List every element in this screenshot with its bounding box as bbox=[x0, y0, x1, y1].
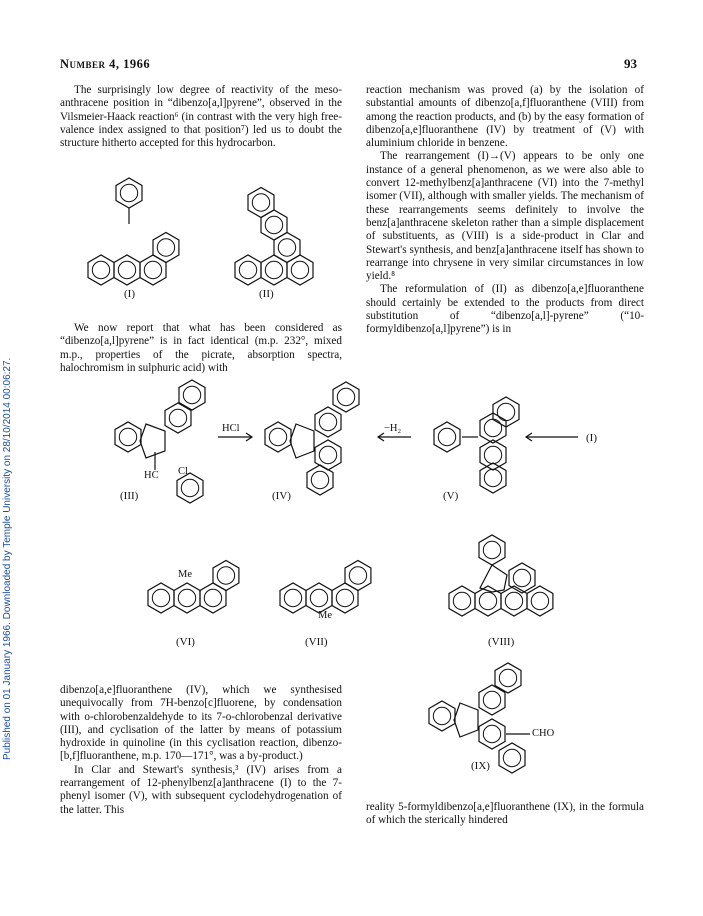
aromatic-circle bbox=[531, 592, 548, 609]
aromatic-circle bbox=[513, 569, 530, 586]
reagent-hcl: HCl bbox=[222, 423, 240, 434]
paragraph: The surprisingly low degree of reactivity of the meso-anthracene position in “dibenzo[a,l]pyrene”, observed in the Vilsmeier-Haack reaction⁶ (in contrast with the very high free-valence index assigned to that position⁷) led us to doubt the structure hitherto accepted for this hydrocarbon. bbox=[60, 84, 342, 150]
aromatic-circle bbox=[483, 725, 500, 742]
substituent-hc: HC bbox=[144, 470, 159, 481]
aromatic-circle bbox=[483, 541, 500, 558]
aromatic-circle bbox=[499, 669, 516, 686]
journal-issue: Number 4, 1966 bbox=[60, 57, 151, 71]
ring-III-five bbox=[140, 424, 165, 458]
paragraph: reaction mechanism was proved (a) by the isolation of substantial amounts of dibenzo[a,f]fluoranthene (VIII) from among the reaction products, and (b) by the easy formation of dibenzo[a,e]fluoranthene (IV) by treatment of (V) with aluminium chloride in benzene. bbox=[366, 84, 644, 150]
paragraph: In Clar and Stewart's synthesis,³ (IV) arises from a rearrangement of 12-phenylbenz[a]anthracene (I) to the 7-phenyl isomer (V), with subsequent cyclodehydrogenation of the latter. This bbox=[60, 763, 342, 816]
aromatic-circle bbox=[178, 589, 195, 606]
label-compound-IV: (IV) bbox=[272, 490, 291, 502]
aromatic-circle bbox=[310, 589, 327, 606]
aromatic-circle bbox=[349, 567, 366, 584]
aromatic-circle bbox=[120, 184, 137, 201]
aromatic-circle bbox=[505, 592, 522, 609]
aromatic-circle bbox=[483, 691, 500, 708]
reaction-arrow-hcl bbox=[218, 423, 252, 441]
aromatic-circle bbox=[157, 239, 174, 256]
aromatic-circle bbox=[337, 388, 354, 405]
paragraph: We now report that what has been considered as “dibenzo[a,l]pyrene” is in fact identical (m.p. 232°, mixed m.p., properties of the picrate, absorption spectra, halochromism in sulphuric acid) with bbox=[60, 322, 342, 374]
aromatic-circle bbox=[479, 592, 496, 609]
aromatic-circle bbox=[319, 446, 336, 463]
aromatic-circle bbox=[144, 261, 161, 278]
label-compound-VI: (VI) bbox=[176, 636, 195, 648]
aromatic-circle bbox=[336, 589, 353, 606]
page-number: 93 bbox=[624, 56, 637, 71]
paragraph: dibenzo[a,e]fluoranthene (IV), which we synthesised unequivocally from 7H-benzo[c]fluorene, by condensation with o-chlorobenzaldehyde to its 7-o-chlorobenzal derivative (III), and cyclisation of the latter by means of potassium hydroxide in quinoline (in this cyclisation reaction, dibenzo-[b,f]fluoranthene, m.p. 170—171°, was a by-product.) bbox=[60, 684, 342, 763]
label-compound-II: (II) bbox=[259, 288, 274, 300]
reaction-arrow-dehydrogenation bbox=[378, 423, 411, 441]
substituent-me-VII: Me bbox=[318, 610, 332, 621]
aromatic-circle bbox=[204, 589, 221, 606]
aromatic-circle bbox=[503, 749, 520, 766]
aromatic-circle bbox=[118, 261, 135, 278]
aromatic-circle bbox=[484, 446, 501, 463]
aromatic-circle bbox=[119, 428, 136, 445]
aromatic-circle bbox=[269, 428, 286, 445]
aromatic-circle bbox=[311, 471, 328, 488]
paragraph: The rearrangement (I)→(V) appears to be only one instance of a general phenomenon, as we were also able to convert 12-methylbenz[a]anthracene (VI) into the 7-methyl isomer (VII), although with smaller yields. The mechanism of these rearrangements seems definitely to involve the benz[a]anthracene skeleton rather than a simple displacement of substituents, as (VIII) is a side-product in Clar and Stewart's synthesis, and benz[a]anthracene itself has shown to rearrange into chrysene in very similar circumstances in low yield.⁸ bbox=[366, 150, 644, 283]
aromatic-circle bbox=[217, 567, 234, 584]
aromatic-circle bbox=[291, 261, 308, 278]
aromatic-circle bbox=[152, 589, 169, 606]
label-compound-VII: (VII) bbox=[305, 636, 328, 648]
ring-IV-five bbox=[290, 424, 314, 458]
aromatic-circle bbox=[284, 589, 301, 606]
aromatic-circle bbox=[265, 216, 282, 233]
aromatic-circle bbox=[183, 386, 200, 403]
aromatic-circle bbox=[484, 469, 501, 486]
substituent-cl: Cl bbox=[178, 466, 188, 477]
reagent-minus-h2: −H₂ bbox=[384, 423, 402, 434]
label-compound-I: (I) bbox=[124, 288, 135, 300]
aromatic-circle bbox=[484, 419, 501, 436]
aromatic-circle bbox=[433, 707, 450, 724]
label-compound-VIII: (VIII) bbox=[488, 636, 515, 648]
reaction-arrow-from-I bbox=[526, 433, 578, 441]
substituent-cho: CHO bbox=[532, 728, 555, 739]
aromatic-circle bbox=[497, 403, 514, 420]
paragraph: reality 5-formyldibenzo[a,e]fluoranthene (IX), in the formula of which the sterically hindered bbox=[366, 801, 644, 827]
download-notice: Published on 01 January 1966. Downloaded by Temple University on 28/10/2014 00:06:27. bbox=[2, 357, 13, 760]
aromatic-circle bbox=[278, 239, 295, 256]
paragraph: The reformulation of (II) as dibenzo[a,e]fluoranthene should certainly be extended to the products from direct substitution of “dibenzo[a,l]-pyrene” (“10-formyldibenzo[a,l]pyrene”) is in bbox=[366, 283, 644, 336]
aromatic-circle bbox=[319, 413, 336, 430]
aromatic-circle bbox=[239, 261, 256, 278]
aromatic-circle bbox=[169, 409, 186, 426]
aromatic-circle bbox=[181, 479, 198, 496]
label-compound-IX: (IX) bbox=[471, 760, 490, 772]
label-compound-I-ref: (I) bbox=[586, 432, 597, 444]
label-compound-V: (V) bbox=[443, 490, 459, 502]
aromatic-circle bbox=[252, 194, 269, 211]
ring-IX-five bbox=[454, 703, 478, 737]
aromatic-circle bbox=[438, 428, 455, 445]
substituent-me-VI: Me bbox=[178, 569, 192, 580]
aromatic-circle bbox=[453, 592, 470, 609]
aromatic-circle bbox=[92, 261, 109, 278]
label-compound-III: (III) bbox=[120, 490, 139, 502]
aromatic-circle bbox=[265, 261, 282, 278]
